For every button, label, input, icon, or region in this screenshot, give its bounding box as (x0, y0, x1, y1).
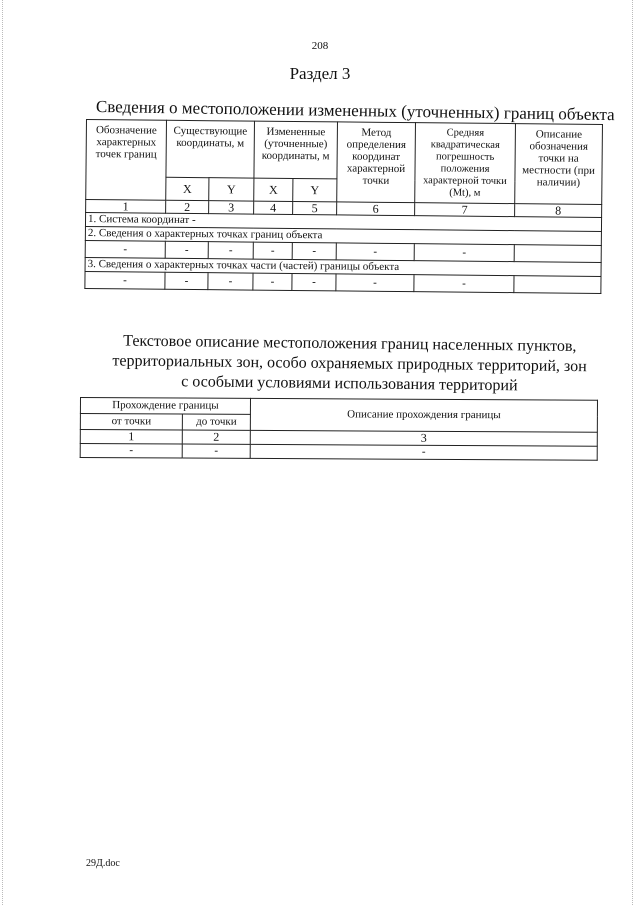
table-cell: - (414, 275, 514, 293)
column-number: 7 (415, 203, 515, 217)
column-number: 2 (166, 200, 209, 213)
column-number: 1 (86, 200, 166, 214)
section-title: Раздел 3 (289, 64, 351, 83)
table-cell: - (336, 274, 414, 292)
header-existing-y: Y (209, 178, 254, 201)
header-existing-coords: Существующие координаты, м (166, 120, 255, 178)
column-number: 2 (182, 430, 250, 444)
row-parts-heading: 3. Сведения о характерных точках части (частей) границы объекта (85, 257, 601, 276)
table-cell: - (165, 241, 208, 258)
table-cell: - (165, 272, 208, 289)
header-method: Метод определения координат характерной точки (337, 122, 416, 203)
row-coordinate-system: 1. Система координат - (85, 213, 601, 232)
header-changed-y: Y (293, 178, 337, 201)
table2-title (0, 330, 640, 399)
table-cell (514, 245, 601, 263)
footer-filename: 29Д.doc (86, 858, 120, 869)
table-cell: - (80, 444, 182, 459)
column-number: 8 (515, 204, 602, 218)
header-changed-x: X (254, 178, 293, 201)
scan-edge-left (2, 0, 4, 905)
column-number: 6 (337, 202, 415, 216)
table1-title: Сведения о местоположении измененных (уточненных) границ объекта (95, 97, 615, 125)
scan-edge-right (632, 0, 634, 905)
boundary-coordinates-table (84, 119, 603, 294)
page-number: 208 (311, 40, 329, 52)
table-cell: - (292, 273, 336, 290)
boundary-description-table (80, 397, 598, 461)
header-description: Описание обозначения точки на местности (при наличии) (515, 124, 603, 205)
table-cell: - (336, 243, 414, 261)
header-boundary-passage: Прохождение границы (80, 398, 250, 415)
header-rms-error: Средняя квадратическая погрешность положения характерной точки (Mt), м (415, 123, 516, 204)
column-number: 4 (254, 201, 293, 214)
header-existing-x: X (166, 177, 209, 200)
table-cell: - (85, 240, 165, 258)
table-cell: - (208, 242, 253, 259)
table2-title-line: территориальных зон, особо охраняемых природных территорий, зон (112, 352, 587, 376)
header-point-designation: Обозначение характерных точек границ (86, 120, 167, 201)
column-number: 5 (293, 201, 337, 214)
column-number: 3 (250, 430, 597, 446)
table-cell: - (85, 271, 165, 289)
table-cell: - (250, 444, 597, 460)
table-cell (514, 276, 601, 294)
header-to-point: до точки (182, 414, 250, 430)
column-number: 3 (209, 201, 254, 214)
row-points-heading: 2. Сведения о характерных точках границ объекта (85, 226, 601, 245)
table2-title-line: с особыми условиями использования территорий (181, 373, 518, 395)
table-cell: - (414, 244, 514, 262)
table-cell: - (292, 242, 336, 259)
header-changed-coords: Измененные (уточненные) координаты, м (254, 121, 338, 179)
table-cell: - (253, 273, 292, 290)
table2-title-line: Текстовое описание местоположения границ населенных пунктов, (123, 332, 577, 356)
header-from-point: от точки (80, 414, 182, 431)
header-passage-description: Описание прохождения границы (250, 398, 597, 432)
table-cell: - (182, 444, 250, 458)
table-cell: - (253, 242, 292, 259)
column-number: 1 (80, 430, 182, 445)
table-cell: - (208, 273, 253, 290)
